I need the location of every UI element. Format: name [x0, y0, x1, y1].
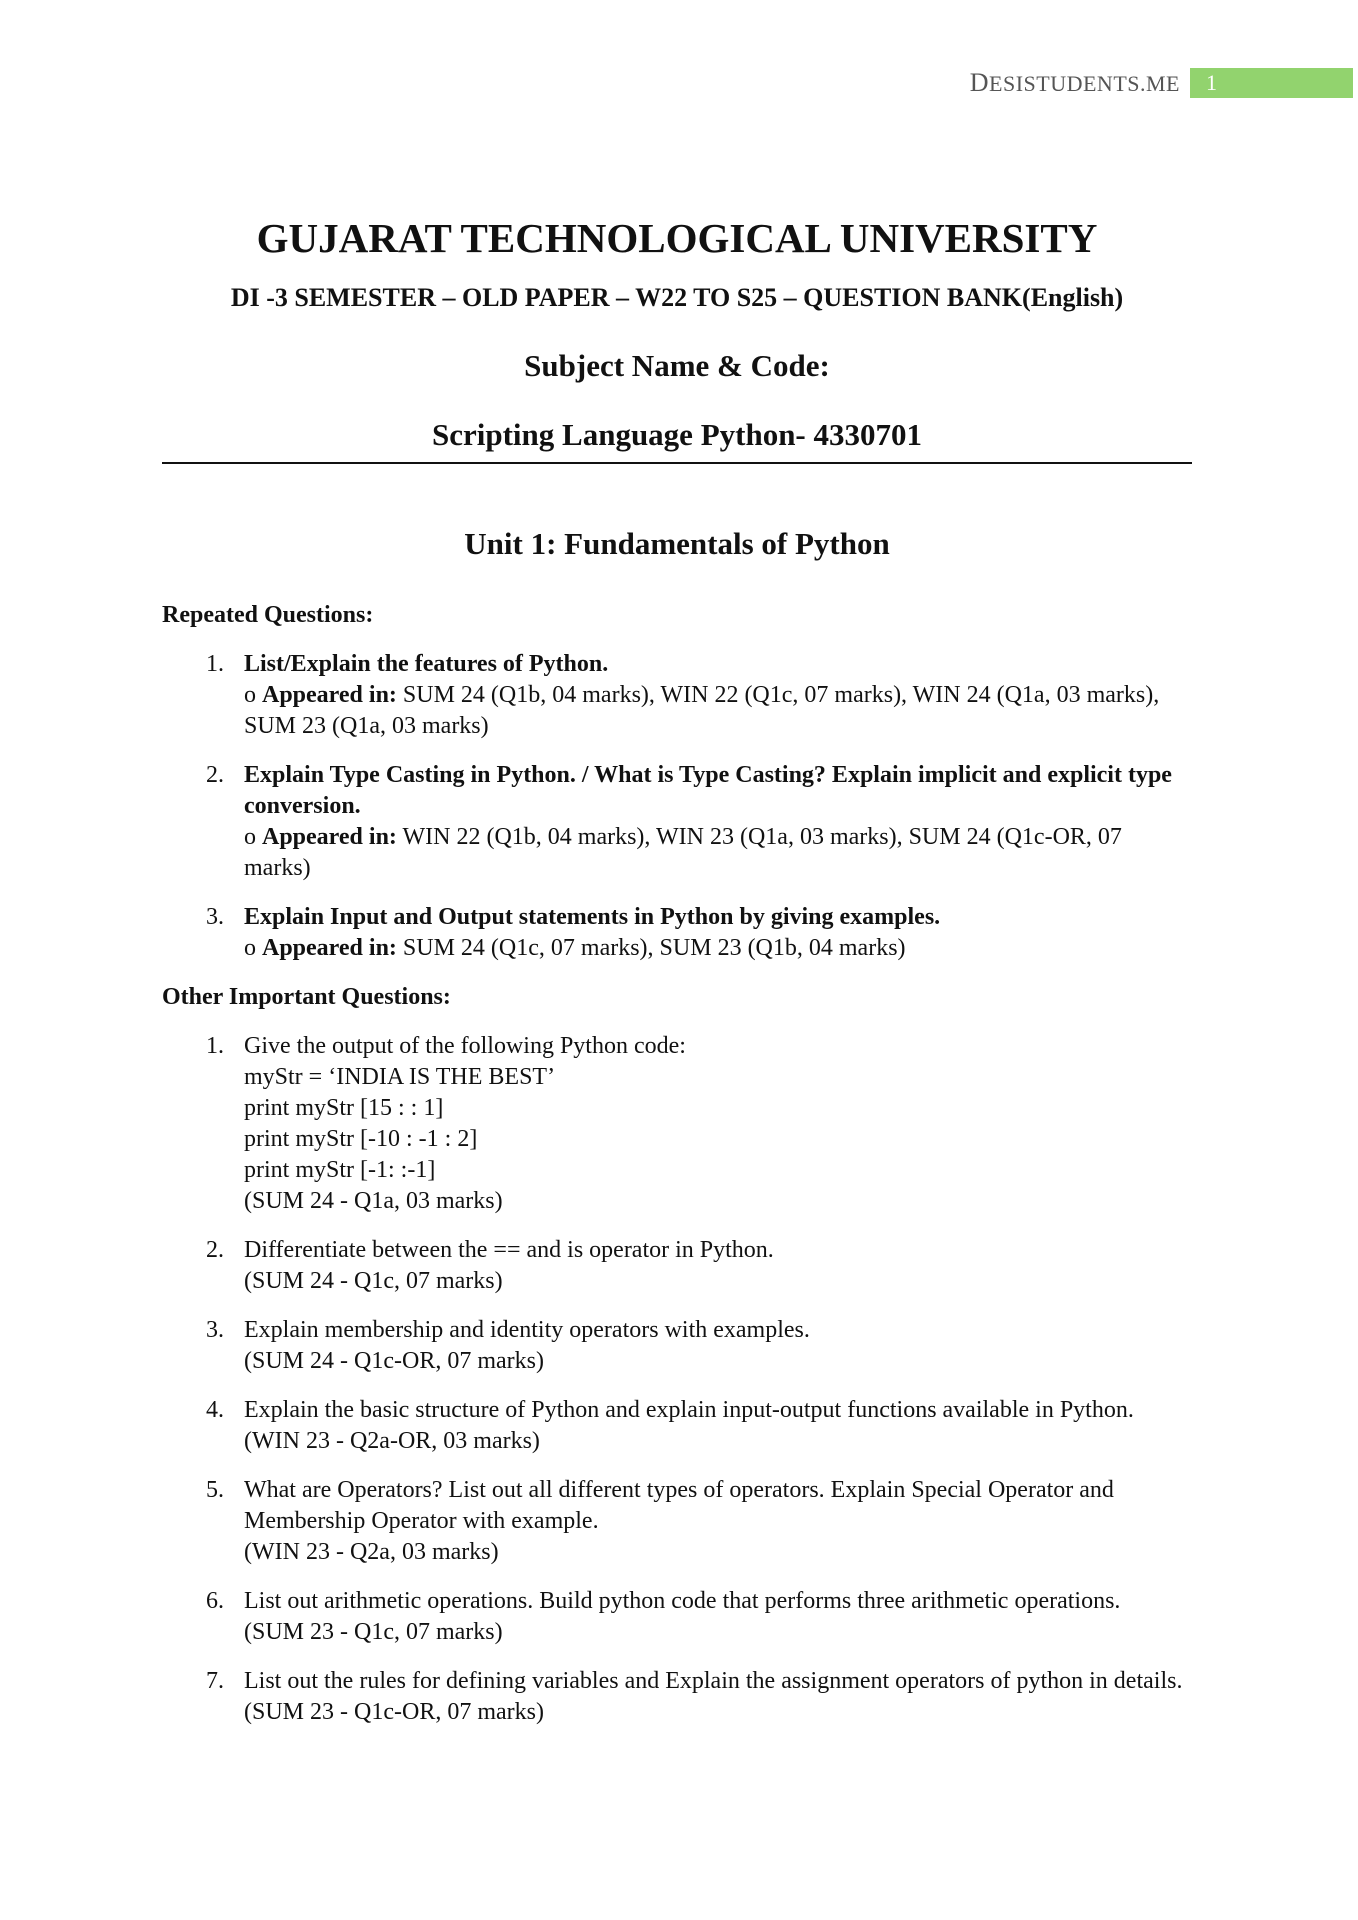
repeated-questions-heading: Repeated Questions:: [162, 602, 374, 628]
item-number: 1.: [206, 651, 224, 677]
item-number: 3.: [206, 1317, 224, 1343]
list-item: [162, 649, 1192, 742]
question-text: List/Explain the features of Python.: [244, 651, 609, 677]
item-number: 6.: [206, 1588, 224, 1614]
appeared-in: o Appeared in: WIN 22 (Q1b, 04 marks), WIN 23 (Q1a, 03 marks), SUM 24 (Q1c-OR, 07 marks): [244, 824, 1122, 881]
list-item: [162, 1395, 1192, 1457]
item-number: 2.: [206, 1237, 224, 1263]
unit-title: Unit 1: Fundamentals of Python: [464, 526, 890, 561]
document-page: [162, 210, 1192, 1728]
question-reference: (SUM 23 - Q1c-OR, 07 marks): [244, 1699, 544, 1725]
university-title: GUJARAT TECHNOLOGICAL UNIVERSITY: [256, 215, 1098, 261]
list-item: [162, 1475, 1192, 1568]
question-reference: (WIN 23 - Q2a, 03 marks): [244, 1539, 499, 1565]
question-text: Explain Input and Output statements in Python by giving examples.: [244, 904, 941, 930]
other-questions-heading: Other Important Questions:: [162, 984, 451, 1010]
question-text: Give the output of the following Python code:: [244, 1033, 686, 1059]
question-text: List out arithmetic operations. Build python code that performs three arithmetic operations.: [244, 1588, 1121, 1614]
question-text: Explain membership and identity operators with examples.: [244, 1317, 810, 1343]
list-item: [162, 760, 1192, 884]
item-number: 2.: [206, 762, 224, 788]
subject-code: Scripting Language Python- 4330701: [431, 417, 923, 452]
code-line: myStr = ‘INDIA IS THE BEST’: [244, 1064, 556, 1090]
question-reference: (WIN 23 - Q2a-OR, 03 marks): [244, 1428, 540, 1454]
item-number: 3.: [206, 904, 224, 930]
list-item: [162, 902, 1192, 964]
code-line: print myStr [15 : : 1]: [244, 1095, 444, 1121]
item-number: 4.: [206, 1397, 224, 1423]
appeared-in: o Appeared in: SUM 24 (Q1c, 07 marks), SUM 23 (Q1b, 04 marks): [244, 935, 906, 961]
appeared-in: o Appeared in: SUM 24 (Q1b, 04 marks), WIN 22 (Q1c, 07 marks), WIN 24 (Q1a, 03 marks), SUM 23 (Q1a, 03 marks): [244, 682, 1160, 739]
site-name-initial: D: [969, 68, 990, 97]
other-questions-list: [162, 1031, 1192, 1728]
code-line: print myStr [-1: :-1]: [244, 1157, 436, 1183]
question-reference: (SUM 24 - Q1a, 03 marks): [244, 1188, 503, 1214]
list-item: [162, 1235, 1192, 1297]
page-number-badge: 1: [1190, 68, 1353, 98]
list-item: [162, 1666, 1192, 1728]
item-number: 7.: [206, 1668, 224, 1694]
repeated-questions-list: [162, 649, 1192, 964]
site-name: [900, 68, 1180, 98]
divider: [162, 462, 1192, 464]
question-reference: (SUM 23 - Q1c, 07 marks): [244, 1619, 503, 1645]
code-line: print myStr [-10 : -1 : 2]: [244, 1126, 478, 1152]
site-name-rest: ESISTUDENTS.ME: [989, 71, 1180, 96]
subject-label: Subject Name & Code:: [524, 348, 830, 383]
question-text: List out the rules for defining variables and Explain the assignment operators of python in details.: [244, 1668, 1183, 1694]
document-subtitle: DI -3 SEMESTER – OLD PAPER – W22 TO S25 – QUESTION BANK(English): [230, 283, 1124, 312]
list-item: [162, 1031, 1192, 1217]
question-text: Explain Type Casting in Python. / What is Type Casting? Explain implicit and explicit type conversion.: [244, 762, 1172, 819]
list-item: [162, 1586, 1192, 1648]
question-reference: (SUM 24 - Q1c, 07 marks): [244, 1268, 503, 1294]
question-text: Explain the basic structure of Python and explain input-output functions available in Python.: [244, 1397, 1134, 1423]
list-item: [162, 1315, 1192, 1377]
item-number: 1.: [206, 1033, 224, 1059]
item-number: 5.: [206, 1477, 224, 1503]
question-text: Differentiate between the == and is operator in Python.: [244, 1237, 774, 1263]
question-text: What are Operators? List out all different types of operators. Explain Special Operator and Membership Operator with example.: [244, 1477, 1114, 1534]
question-reference: (SUM 24 - Q1c-OR, 07 marks): [244, 1348, 544, 1374]
